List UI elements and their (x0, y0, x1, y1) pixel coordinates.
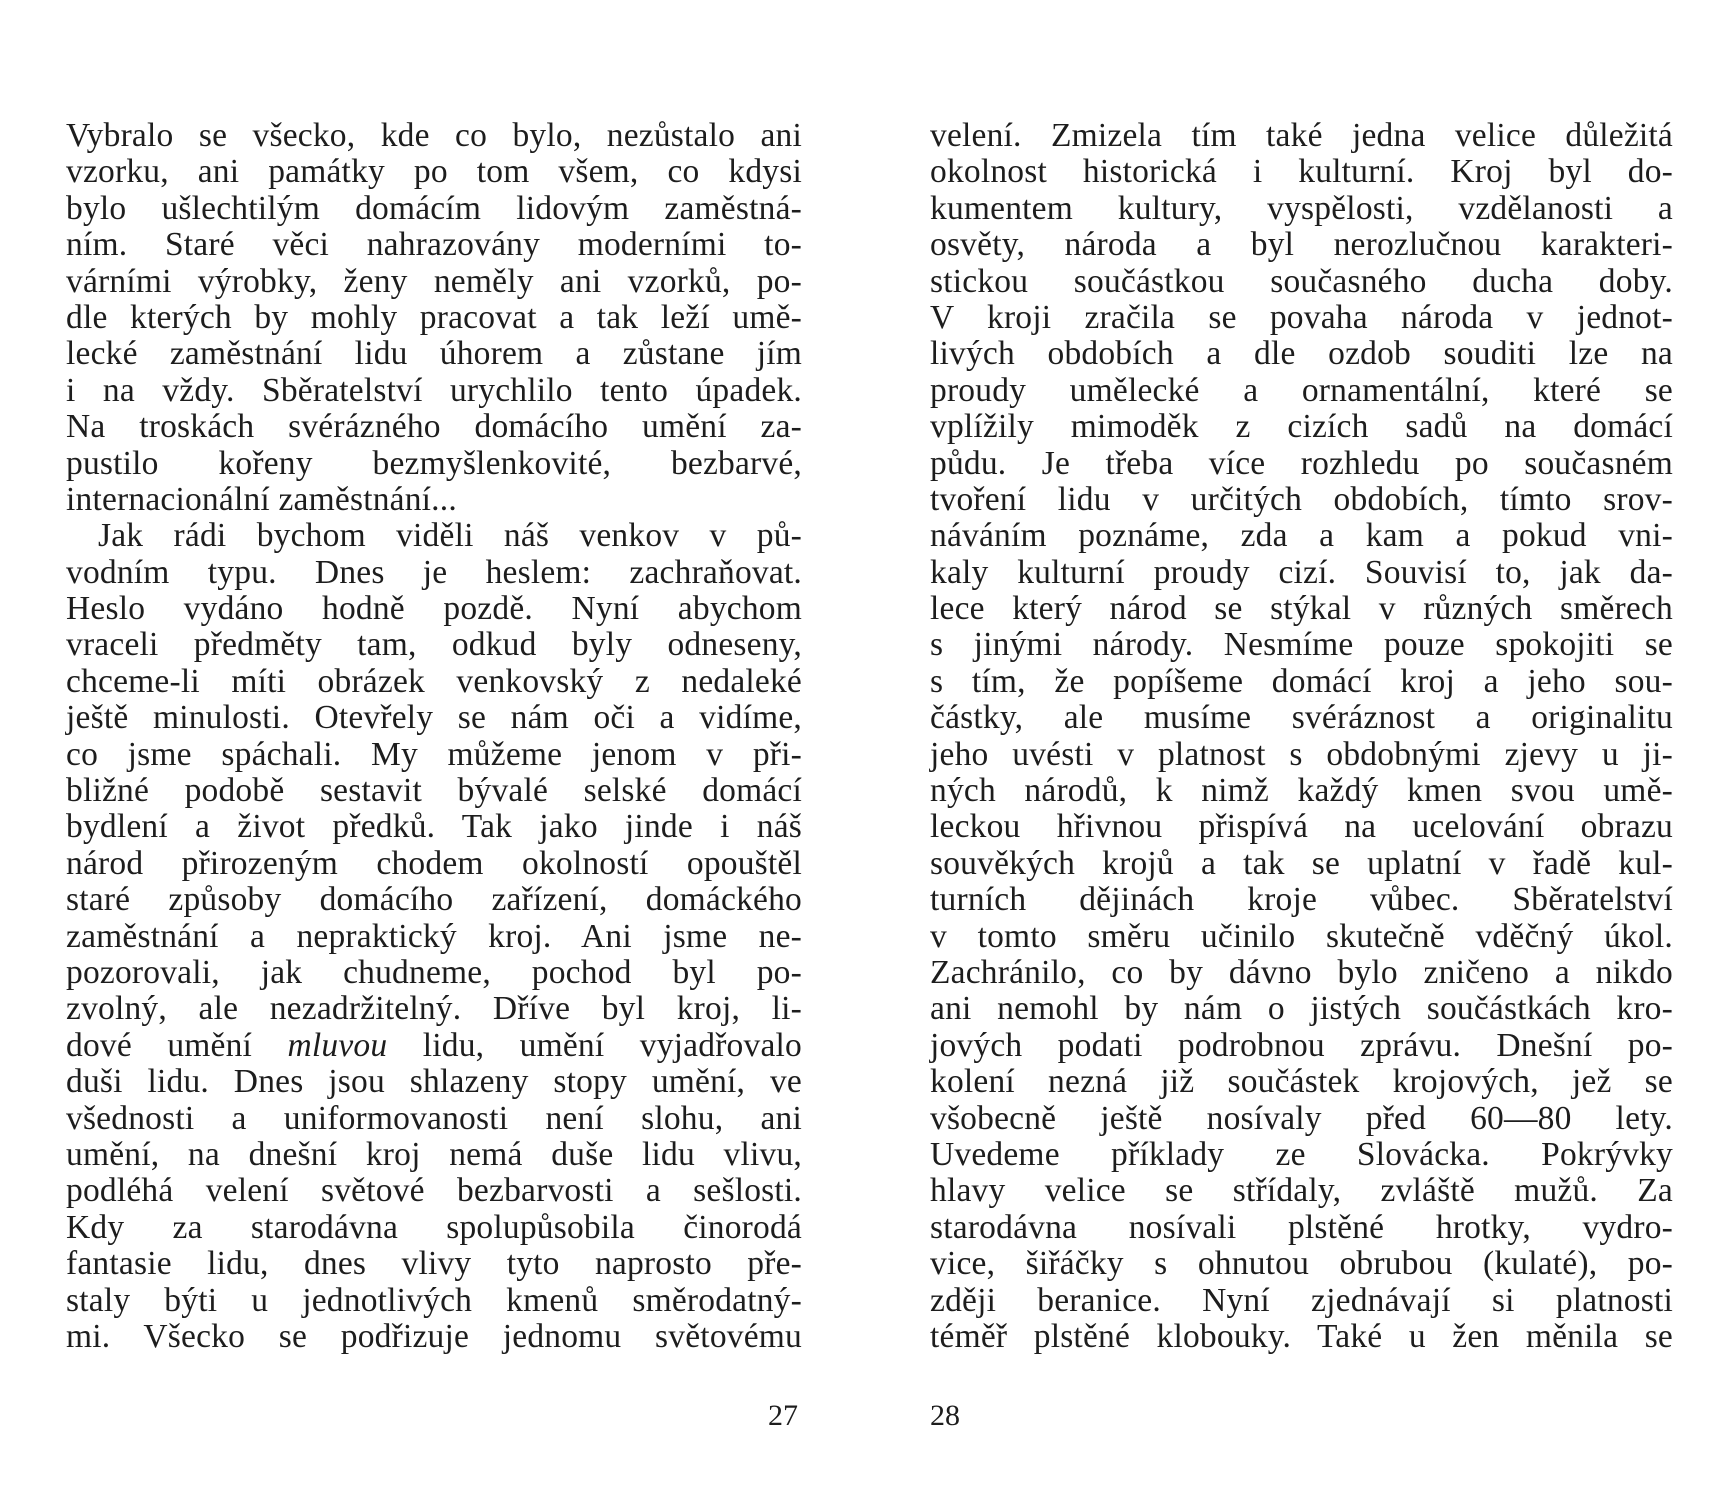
text-line: Heslo vydáno hodně pozdě. Nyní abychom (66, 590, 802, 628)
text-line: Zachránilo, co by dávno bylo zničeno a nikdo (930, 953, 1673, 991)
text-line: bližné podobě sestavit bývalé selské domácí (66, 772, 802, 810)
text-line: mi. Všecko se podřizuje jednomu světovému (66, 1317, 802, 1355)
text-line: proudy umělecké a ornamentální, které se (930, 371, 1673, 409)
text-line: ještě minulosti. Otevřely se nám oči a vidíme, (66, 699, 802, 737)
text-line: vplížily mimoděk z cizích sadů na domácí (930, 408, 1673, 446)
text-line: jových podati podrobnou zprávu. Dnešní po- (930, 1026, 1673, 1064)
text-line: umění, na dnešní kroj nemá duše lidu vlivu, (66, 1135, 802, 1173)
text-line: dle kterých by mohly pracovat a tak leží umě- (66, 298, 802, 336)
text-line: souvěkých krojů a tak se uplatní v řadě kul- (930, 844, 1673, 882)
text-line: kolení nezná již součástek krojových, jež se (930, 1063, 1673, 1101)
text-line: lecké zaměstnání lidu úhorem a zůstane jím (66, 335, 802, 373)
text-line: Kdy za starodávna spolupůsobila činorodá (66, 1208, 802, 1246)
text-line: pozorovali, jak chudneme, pochod byl po- (66, 953, 802, 991)
emphasis-word: mluvou (287, 1026, 388, 1064)
text-line: jeho uvésti v platnost s obdobnými zjevy u ji- (930, 735, 1673, 773)
text-line: turních dějinách kroje vůbec. Sběratelství (930, 881, 1673, 919)
text-line: kaly kulturní proudy cizí. Souvisí to, jak da- (930, 553, 1673, 591)
text-line: i na vždy. Sběratelství urychlilo tento úpadek. (66, 371, 802, 409)
text-line: ani nemohl by nám o jistých součástkách kro- (930, 990, 1673, 1028)
text-line: náváním poznáme, zda a kam a pokud vni- (930, 517, 1673, 555)
text-line: zději beranice. Nyní zjednávají si platnosti (930, 1281, 1673, 1319)
text-line: ním. Staré věci nahrazovány moderními to- (66, 226, 802, 264)
text-line: chceme-li míti obrázek venkovský z nedaleké (66, 662, 802, 700)
text-line: bylo ušlechtilým domácím lidovým zaměstná- (66, 189, 802, 227)
right-page (858, 0, 1716, 1500)
text-line: bydlení a život předků. Tak jako jinde i náš (66, 808, 802, 846)
text-line: internacionální zaměstnání... (66, 480, 457, 518)
text-line: lece který národ se stýkal v různých směrech (930, 590, 1673, 628)
text-line: Vybralo se všecko, kde co bylo, nezůstalo ani (66, 117, 802, 154)
text-line: s jinými národy. Nesmíme pouze spokojiti se (930, 626, 1673, 664)
left-page-number: 27 (768, 1399, 798, 1432)
text-line: zaměstnání a nepraktický kroj. Ani jsme ne- (66, 917, 802, 955)
text-line: v tomto směru učinilo skutečně vděčný úkol. (930, 917, 1673, 955)
text-line: ných národů, k nimž každý kmen svou umě- (930, 772, 1673, 810)
text-line: fantasie lidu, dnes vlivy tyto naprosto pře- (66, 1245, 802, 1283)
text-line: národ přirozeným chodem okolností opouštěl (66, 844, 802, 882)
text-line: dové umění mluvou lidu, umění vyjadřovalo (66, 1026, 802, 1064)
text-line: starodávna nosívali plstěné hrotky, vydro- (930, 1208, 1673, 1246)
text-line: leckou hřivnou přispívá na ucelování obrazu (930, 808, 1673, 846)
text-line: Uvedeme příklady ze Slovácka. Pokrývky (930, 1135, 1673, 1173)
text-line: vraceli předměty tam, odkud byly odneseny, (66, 626, 802, 664)
text-line: vice, šiřáčky s ohnutou obrubou (kulaté), po- (930, 1245, 1673, 1283)
text-line: vzorku, ani památky po tom všem, co kdysi (66, 153, 802, 191)
text-line: staré způsoby domácího zařízení, domáckého (66, 881, 802, 919)
left-page-text (66, 118, 802, 1355)
text-line: hlavy velice se střídaly, zvláště mužů. Za (930, 1172, 1673, 1210)
text-line: osvěty, národa a byl nerozlučnou karakteri- (930, 226, 1673, 264)
text-line: pustilo kořeny bezmyšlenkovité, bezbarvé, (66, 444, 802, 482)
text-line: tvoření lidu v určitých obdobích, tímto srov- (930, 480, 1673, 518)
text-line: Jak rádi bychom viděli náš venkov v pů- (98, 517, 802, 555)
text-line: podléhá velení světové bezbarvosti a sešlosti. (66, 1172, 802, 1210)
text-line: stickou součástkou současného ducha doby. (930, 262, 1673, 300)
text-line: vodním typu. Dnes je heslem: zachraňovat. (66, 553, 802, 591)
text-line: s tím, že popíšeme domácí kroj a jeho sou- (930, 662, 1673, 700)
text-line: zvolný, ale nezadržitelný. Dříve byl kroj, li- (66, 990, 802, 1028)
text-line: okolnost historická i kulturní. Kroj byl do- (930, 153, 1673, 191)
right-page-number: 28 (930, 1399, 960, 1432)
text-line: téměř plstěné klobouky. Také u žen měnila se (930, 1317, 1673, 1355)
text-line: livých obdobích a dle ozdob souditi lze na (930, 335, 1673, 373)
text-line: co jsme spáchali. My můžeme jenom v při- (66, 735, 802, 773)
text-line: duši lidu. Dnes jsou shlazeny stopy umění, ve (66, 1063, 802, 1101)
text-line: velení. Zmizela tím také jedna velice důležitá (930, 117, 1673, 154)
text-line: Na troskách svérázného domácího umění za- (66, 408, 802, 446)
text-line: částky, ale musíme svéráznost a originalitu (930, 699, 1673, 737)
text-line: všobecně ještě nosívaly před 60—80 lety. (930, 1099, 1673, 1137)
text-line: všednosti a uniformovanosti není slohu, ani (66, 1099, 802, 1137)
right-page-text (930, 118, 1673, 1355)
text-line: várními výrobky, ženy neměly ani vzorků, po- (66, 262, 802, 300)
text-line: kumentem kultury, vyspělosti, vzdělanosti a (930, 189, 1673, 227)
text-line: půdu. Je třeba více rozhledu po současném (930, 444, 1673, 482)
text-line: staly býti u jednotlivých kmenů směrodatný- (66, 1281, 802, 1319)
text-line: V kroji zračila se povaha národa v jednot- (930, 298, 1673, 336)
